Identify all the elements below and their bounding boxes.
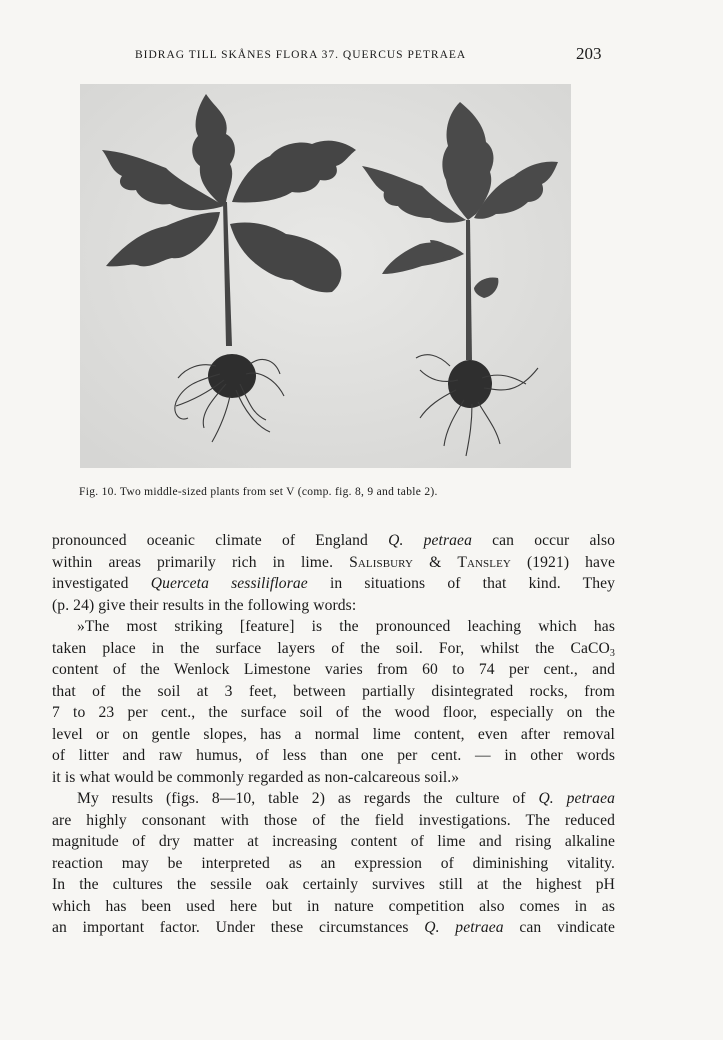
text-line: which has been used here but in nature competition also comes in as bbox=[52, 897, 615, 915]
figure-caption: Fig. 10. Two middle-sized plants from set V (comp. fig. 8, 9 and table 2). bbox=[79, 486, 438, 498]
block-quote bbox=[52, 616, 615, 788]
author-name: Salisbury bbox=[349, 553, 414, 571]
text-line: content of the Wenlock Limestone varies from 60 to 74 per cent., and bbox=[52, 661, 615, 678]
running-header bbox=[0, 44, 723, 68]
text-line: an important factor. Under these circumstances Q. petraea can vindicate bbox=[52, 919, 615, 936]
page-number: 203 bbox=[576, 44, 602, 63]
paragraph-1 bbox=[52, 530, 615, 616]
text-line: within areas primarily rich in lime. Salisbury & Tansley (1921) have bbox=[52, 553, 615, 571]
text-line: investigated Querceta sessiliflorae in situations of that kind. They bbox=[52, 575, 616, 592]
body-text bbox=[52, 530, 615, 939]
text-line: »The most striking [feature] is the pronounced leaching which has bbox=[77, 618, 615, 635]
text-line: 7 to 23 per cent., the surface soil of the wood floor, especially on the bbox=[52, 704, 615, 721]
text-line: magnitude of dry matter at increasing content of lime and rising alkaline bbox=[52, 833, 615, 850]
paragraph-2 bbox=[52, 788, 615, 939]
text-line: taken place in the surface layers of the soil. For, whilst the CaCO$_3$ bbox=[52, 639, 615, 659]
text-line: (p. 24) give their results in the following words: bbox=[52, 596, 357, 614]
text-line: My results (figs. 8—10, table 2) as regards the culture of Q. petraea bbox=[77, 790, 615, 807]
running-head-title: BIDRAG TILL SKÅNES FLORA 37. QUERCUS PETRAEA bbox=[135, 49, 467, 61]
text-line: pronounced oceanic climate of England Q. petraea can occur also bbox=[52, 532, 616, 549]
oak-seedlings-photo bbox=[80, 84, 571, 468]
text-line: that of the soil at 3 feet, between partially disintegrated rocks, from bbox=[52, 682, 615, 700]
text-line: are highly consonant with those of the field investigations. The reduced bbox=[52, 811, 615, 829]
text-line: level or on gentle slopes, has a normal lime content, even after removal bbox=[52, 725, 615, 743]
text-line: reaction may be interpreted as an expression of diminishing vitality. bbox=[52, 854, 615, 872]
author-name: Tansley bbox=[457, 553, 511, 571]
text-line: it is what would be commonly regarded as non-calcareous soil.» bbox=[52, 768, 460, 786]
text-line: In the cultures the sessile oak certainly survives still at the highest pH bbox=[52, 876, 615, 893]
text-line: of litter and raw humus, of less than one per cent. — in other words bbox=[52, 747, 615, 764]
figure-photograph bbox=[80, 84, 571, 468]
